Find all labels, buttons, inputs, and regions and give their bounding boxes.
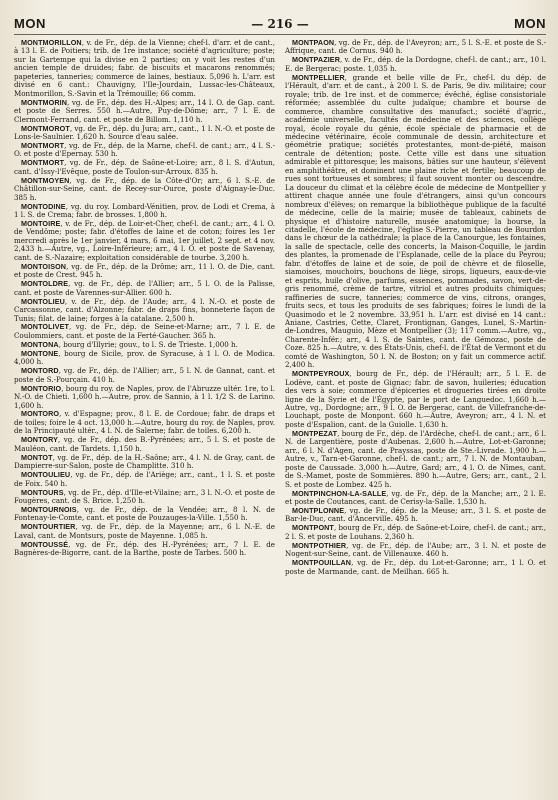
entry-text: , vg. de Fr., dép. des B.-Pyrénées; arr., 5 l. S. et poste de Mauléon, cant. de Tardets. 1,150 h. [14, 435, 275, 453]
dictionary-entry [14, 39, 275, 98]
entry-text: , vg. du roy. Lombard-Vénitien, prov. de Lodi et Crema, à 1 l. S. de Crema; fabr. de brosses. 1,800 h. [14, 201, 275, 220]
entry-text: , vg. de Fr., dép. des H.-Pyrénées; arr., 7 l. E. de Bagnères-de-Bigorre, cant. de la Barthe, poste de Tarbes. 500 h. [14, 539, 275, 558]
entry-headword: MONTOURNOIS [21, 504, 77, 514]
dictionary-entry [14, 506, 275, 523]
entry-text: , v. de Fr., dép. de la Vienne; chef-l. d'arr. et de cant., à 13 l. E. de Poitiers; trib. de 1re instance; société d'agriculture; poste; sur la Gartempe qui la divise en 2 parties; on y voit les restes d'un ancien temple de druides; fabr. de biscuits et macarons renommés; papeteries, tanneries; commerce de laines, bestiaux. 5,096 h. L'arr. est divisé en 6 cant.: Chauvigny, l'Ile-Jourdain, Lussac-les-Châteaux, Montmorillon, S.-Savin et la Trémouille; 66 comm. [14, 39, 275, 98]
entry-text: , grande et belle ville de Fr., chef-l. du dép. de l'Hérault, d'arr. et de cant., à 200 l. S. de Paris, 9e div. militaire; cour royale; trib. de 1re inst. et de commerce; évêché, église consistoriale réformée; assemblée du culte judaïque; chambre et bourse de commerce, chambre consultative des manufact.; société d'agric., académie universelle, facultés de médecine et des sciences, collège royal, école royale du génie, école spéciale de pharmacie et de médecine vétérinaire, école communale de dessin, architecture et géométrie pratique; sociétés protestantes, mont-de-piété, maison centrale de détention; poste. Cette ville est dans une situation admirable et pittoresque; les maisons, bâties sur une hauteur, s'élèvent en amphithéâtre, et dominent une plaine riche et fertile; beaucoup de rues sont tortueuses et sombres; il faut souvent monter ou descendre. La douceur du climat et la célèbre école de médecine de Montpellier y attirent chaque année une foule d'étrangers, ainsi qu'un concours nombreux d'élèves; on remarque la bibliothèque publique de la faculté de médecine, celle de la mairie; musée de tableaux, cabinets de physique et d'histoire naturelle, musée anatomique; la bourse, la citadelle, l'école de médecine, l'église S.-Pierre, un tableau de Bourdon dans le chœur de la cathédrale; la place de la Canourgue, les fontaines, la salle de spectacle, celle des concerts, la Maison-Coquille, le jardin des plantes, la promenade de l'Esplanade, celle de la place du Peyrou; fabr. d'étoffes de laine et de soie, de poil de chèvre et de filoselle, siamoises, mouchoirs, bouchons de liège, sirops, liqueurs, eaux-de-vie et esprits, huile d'olive, parfums, essences, pommades, savon, vert-de-gris renommé, crème de tartre, vitriol et autres produits chimiques; raffineries de sucre, tanneries; commerce de vins, citrons, oranges, fruits secs, et tous les produits de ses fabriques; foires le lundi de la Quasimodo et le 2 novembre. 33,951 h. L'arr. est divisé en 14 cant.: Aniane, Castries, Cette, Claret, Frontignan, Ganges, Lunel, S.-Martin-de-Londres, Mauguio, Mèze et Montpellier (3); 117 comm.—Autre, vg., Charente-Infér.; arr., 4 l. S. de Saintes, cant. de Gémozac, poste de Coze. 825 h.—Autre, v. des États-Unis, chef-l. de l'État de Vermont et du comté de Washington, 50 l. N. de Boston; on y fait un commerce actif. 2,400 h. [285, 72, 546, 370]
dictionary-entry [285, 542, 546, 559]
entry-headword: MONTODINE [21, 201, 66, 211]
header-left-word: MON [14, 16, 46, 31]
entry-text: , bourg de Fr., dép. de l'Ardèche, chef-l. de cant.; arr., 6 l. N. de Largentière, poste d'Aubenas. 2,600 h.—Autre, Lot-et-Garonne; arr., 6 l. N. d'Agen, cant. de Prayssas, poste de Ste.-Livrade. 1,900 h.—Autre, v., Tarn-et-Garonne, chef-l. de cant.; arr., 7 l. N. de Montauban, poste de Caussade. 3,000 h.—Autre, Gard; arr., 4 l. O. de Nîmes, cant. de S.-Mamet, poste de Sommières. 890 h.—Autre, Gers; arr., cant., 2 l. S. et poste de Lombez. 425 h. [285, 428, 546, 489]
entry-text: , v. d'Espagne; prov., 8 l. E. de Cordoue; fabr. de draps et de toiles; foire le 4 oct. 13,000 h.—Autre, bourg du roy. de Naples, prov. de la Principauté ultér., 4 l. N. de Salerne; fabr. de toiles. 6,200 h. [14, 409, 275, 436]
dictionary-entry [14, 263, 275, 280]
entry-headword: MONTONE [21, 348, 59, 358]
dictionary-entry [14, 159, 275, 176]
dictionary-entry [14, 125, 275, 142]
dictionary-entry [14, 454, 275, 471]
entry-text: , vg. de Fr., dép. du Lot-et-Garonne; arr., 1 l. O. et poste de Marmande, cant. de Meilhan. 665 h. [285, 558, 546, 576]
entry-text: , vg. de Fr., dép. de Saône-et-Loire; arr., 8 l. S. d'Autun, cant. d'Issy-l'Evêque, poste de Toulon-sur-Arroux. 835 h. [14, 158, 275, 176]
entry-headword: MONTPEYROUX [292, 369, 350, 379]
dictionary-entry [14, 99, 275, 124]
dictionary-entry [285, 39, 546, 56]
dictionary-entry [14, 385, 275, 410]
header-right-word: MON [514, 16, 546, 31]
entry-text: , bourg du roy. de Naples, prov. de l'Abruzze ultér. 1re, to l. N.-O. de Chieti. 1,600 h.—Autre, prov. de Sannio, à 1 l. 1/2 S. de Larino. 1,600 h. [14, 383, 275, 410]
entry-headword: MONTMORILLON [21, 39, 82, 47]
dictionary-entry [14, 410, 275, 435]
page-number: — 216 — [251, 17, 309, 31]
entry-headword: MONTPOUILLAN [292, 558, 352, 568]
dictionary-entry [285, 430, 546, 489]
entry-headword: MONTPELLIER [292, 72, 345, 82]
entry-headword: MONTPAZIER [292, 55, 340, 65]
entry-text: , vg. de Fr., dép. de l'Ariège; arr., cant., 1 l. S. et poste de Foix. 540 h. [14, 470, 275, 488]
dictionary-entry [14, 142, 275, 159]
dictionary-entry [14, 220, 275, 262]
dictionary-entry [285, 56, 546, 73]
entry-text: , vg. de Fr., dép. de Seine-et-Marne; arr., 7 l. E. de Coulommiers, cant. et poste de la Ferté-Gaucher. 365 h. [14, 322, 275, 340]
entry-text: , vg. de Fr., dép. des H.-Alpes; arr., 14 l. O. de Gap. cant. et poste de Serres. 550 h.—Autre, Puy-de-Dôme; arr., 7 l. E. de Clermont-Ferrand, cant. et poste de Billom. 1,110 h. [14, 97, 275, 124]
entry-text: , v. de Fr., dép. de l'Aude; arr., 4 l. N.-O. et poste de Carcassonne, cant. d'Alzonne; fabr. de draps fins, bonneterie façon de Tunis; filat. de laine; forges à la catalane. 2,500 h. [14, 296, 275, 323]
dictionary-entry [14, 177, 275, 202]
dictionary-entry [285, 524, 546, 541]
entry-text: , vg. de Fr., dép. d'Ille-et-Vilaine; arr., 3 l. N.-O. et poste de Fougères, cant. de S. Brice. 1,250 h. [14, 487, 275, 506]
entry-text: , vg. de Fr., dép. de la Marne, chef-l. de cant.; arr., 4 l. S.-O. et poste d'Epernay. 530 h. [14, 140, 275, 159]
entry-text: , bourg de Fr., dép. de l'Hérault; arr., 5 l. E. de Lodève, cant. et poste de Gignac; fabr. de savon, huileries; éducation des vers à soie; commerce d'épiceries et drogueries tirées en droite ligne de la Syrie et de l'Égypte, par le port de Languedoc. 1,660 h.—Autre, vg., Dordogne; arr., 9 l. O. de Bergerac, cant. de Villefranche-de-Louchapt, poste de Monpont. 660 h.—Autre, Aveyron; arr., 4 l. N. et poste d'Espalion, cant. de la Guiolle. 1,630 h. [285, 369, 546, 429]
entry-headword: MONTOLIVET [21, 322, 69, 332]
entry-text: , vg. de Fr., dép. de la Manche; arr., 2 l. E. et poste de Coutances, cant. de Cerisy-la-Salle. 1,530 h. [285, 488, 546, 506]
entry-headword: MONTORY [21, 435, 59, 445]
right-column [285, 39, 546, 794]
text-columns [14, 39, 546, 794]
entry-text: , bourg de Fr., dép. de Saône-et-Loire, chef-l. de cant.; arr., 2 l. S. et poste de Louhans. 2,360 h. [285, 523, 546, 541]
entry-text: , vg. de Fr., dép. du Jura; arr., cant., 1 l. N.-O. et poste de Lons-le-Saulnier. 1,620 h. Source d'eau salée. [14, 123, 275, 141]
dictionary-entry [14, 203, 275, 220]
entry-text: , bourg de Sicile, prov. de Syracuse, à 1 l. O. de Modica. 4,000 h. [14, 348, 275, 367]
entry-headword: MONTOIRE [21, 219, 61, 229]
dictionary-entry [14, 436, 275, 453]
entry-text: , vg. de Fr., dép. de l'Aveyron; arr., 5 l. S.-E. et poste de S.-Affrique, cant. de Cornus. 940 h. [285, 39, 546, 56]
dictionary-entry [14, 367, 275, 384]
entry-headword: MONTMOROT [21, 123, 70, 133]
entry-text: , vg. de Fr., dép. de la Vendée; arr., 8 l. N. de Fontenay-le-Comte, cant. et poste de Pouzauges-la-Ville. 1,550 h. [14, 504, 275, 523]
entry-text: , vg. de Fr., dép. de la Mayenne; arr., 6 l. N.-E. de Laval, cant. de Montsurs, poste de Mayenne. 1,085 h. [14, 522, 275, 540]
entry-headword: MONTPLONNE [292, 505, 345, 515]
entry-text: , vg. de Fr., dép. de l'Aube; arr., 3 l. N. et poste de Nogent-sur-Seine, cant. de Villenauxe. 460 h. [285, 540, 546, 559]
entry-headword: MONTORO [21, 409, 60, 419]
dictionary-entry [14, 471, 275, 488]
entry-headword: MONTMOYEN [21, 175, 70, 185]
entry-headword: MONTOT [21, 452, 53, 462]
dictionary-entry [285, 507, 546, 524]
entry-headword: MONTOLDRE [21, 279, 69, 289]
dictionary-entry [14, 298, 275, 323]
entry-headword: MONTPINCHON-LA-SALLE [292, 488, 387, 498]
entry-headword: MONTONA [21, 339, 59, 349]
entry-headword: MONTOLIEU [21, 296, 65, 306]
entry-headword: MONTOURS [21, 487, 64, 497]
dictionary-entry [285, 74, 546, 370]
dictionary-entry [14, 541, 275, 558]
entry-text: , v. de Fr., dép. de la Dordogne, chef-l. de cant.; arr., 10 l. E. de Bergerac; poste. 1,035 h. [285, 55, 546, 73]
entry-headword: MONTMORT [21, 158, 65, 168]
entry-headword: MONTPOTHIER [292, 540, 347, 550]
entry-text: , vg. de Fr., dép. de la Meuse; arr., 3 l. S. et poste de Bar-le-Duc, cant. d'Ancerville. 495 h. [285, 505, 546, 524]
entry-headword: MONTOULIEU [21, 470, 71, 480]
entry-headword: MONTOUSSÉ [21, 539, 69, 549]
entry-headword: MONTMORIN [21, 97, 68, 107]
entry-headword: MONTOURTIER [21, 522, 76, 532]
entry-headword: MONTORIO [21, 383, 62, 393]
left-column [14, 39, 275, 794]
dictionary-entry [285, 490, 546, 507]
entry-text: , vg. de Fr., dép. de la H.-Saône; arr., 4 l. N. de Gray, cant. de Dampierre-sur-Salon, poste de Champlitte. 310 h. [14, 452, 275, 471]
dictionary-entry [14, 350, 275, 367]
entry-headword: MONTMORT [21, 140, 65, 150]
entry-text: , v. de Fr., dép. de Loir-et-Cher, chef-l. de cant.; arr., 4 l. O. de Vendôme; poste; fabr. d'étoffes de laine et de coton; foires les 1er mercredi après le 1er janvier, 4 mars, 6 mai, 1er juillet, 2 sept. et 4 nov. 2,433 h.—Autre, vg., Loire-Inférieure; arr., 4 l. O. et poste de Savenay, cant. de S.-Nazaire; exploitation considérable de tourbe. 3,200 h. [14, 219, 275, 262]
entry-headword: MONTPAON [292, 39, 335, 47]
entry-text: , vg. de Fr., dép. de la Drôme; arr., 11 l. O. de Die, cant. et poste de Crest. 945 h. [14, 261, 275, 280]
entry-text: , vg. de Fr., dép. de la Côte-d'Or; arr., 6 l. S.-E. de Châtillon-sur-Seine, cant. de Recey-sur-Ource, poste d'Aignay-le-Duc. 385 h. [14, 175, 275, 202]
dictionary-entry [14, 323, 275, 340]
entry-headword: MONTPEZAT [292, 428, 338, 438]
entry-headword: MONTOISON [21, 261, 67, 271]
entry-headword: MONTORD [21, 366, 59, 376]
entry-text: , vg. de Fr., dép. de l'Allier; arr., 5 l. O. de la Palisse, cant. et poste de Varennes-sur-Allier. 600 h. [14, 279, 275, 297]
entry-text: , bourg d'Illyrie; gouv., to l. S. de Trieste. 1,000 h. [58, 339, 238, 349]
dictionary-entry [14, 489, 275, 506]
entry-headword: MONTPONT [292, 523, 334, 533]
dictionary-entry [285, 559, 546, 576]
entry-text: , vg. de Fr., dép. de l'Allier; arr., 5 l. N. de Gannat, cant. et poste de S.-Pourçain. 410 h. [14, 366, 275, 384]
dictionary-entry [285, 370, 546, 429]
dictionary-entry [14, 523, 275, 540]
dictionary-entry [14, 280, 275, 297]
page-header [14, 16, 546, 35]
